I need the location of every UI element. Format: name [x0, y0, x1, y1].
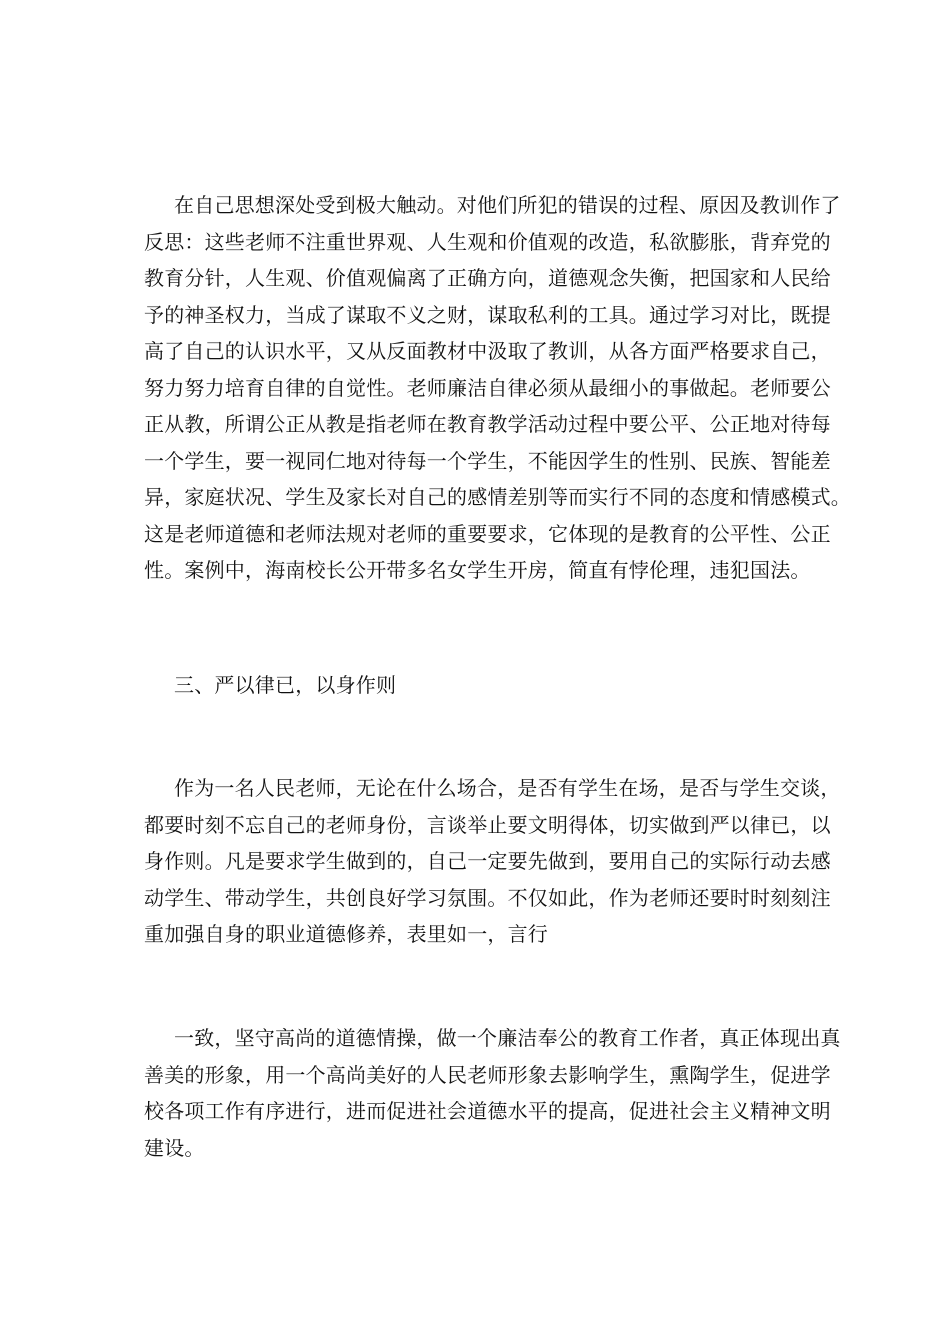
text-line: 这是老师道德和老师法规对老师的重要要求，它体现的是教育的公平性、公正 [144, 521, 831, 546]
section-heading [144, 667, 816, 704]
text-line: 正从教，所谓公正从教是指老师在教育教学活动过程中要公平、公正地对待每 [144, 412, 831, 436]
text-line: 都要时刻不忘自己的老师身份，言谈举止要文明得体，切实做到严以律已，以 [144, 812, 831, 837]
text-line: 建设。 [144, 1135, 205, 1160]
text-line: 善美的形象，用一个高尚美好的人民老师形象去影响学生，熏陶学生，促进学 [144, 1062, 831, 1087]
text-line: 一致，坚守高尚的道德情操，做一个廉洁奉公的教育工作者，真正体现出真 [174, 1026, 841, 1050]
paragraph-2 [144, 770, 841, 953]
paragraph-1 [144, 187, 851, 589]
section-heading-text: 三、严以律已，以身作则 [174, 673, 397, 697]
text-line: 性。案例中，海南校长公开带多名女学生开房，简直有悖伦理，违犯国法。 [144, 558, 811, 582]
text-line: 校各项工作有序进行，进而促进社会道德水平的提高，促进社会主义精神文明 [144, 1099, 831, 1123]
text-line: 重加强自身的职业道德修养，表里如一，言行 [144, 922, 548, 946]
text-line: 反思：这些老师不注重世界观、人生观和价值观的改造，私欲膨胀，背弃党的 [144, 229, 831, 254]
text-line: 身作则。凡是要求学生做到的，自己一定要先做到，要用自己的实际行动去感 [144, 849, 831, 873]
text-line: 教育分针，人生观、价值观偏离了正确方向，道德观念失衡，把国家和人民给 [144, 266, 831, 290]
text-line: 异，家庭状况、学生及家长对自己的感情差别等而实行不同的态度和情感模式。 [144, 485, 851, 509]
text-line: 予的神圣权力，当成了谋取不义之财，谋取私利的工具。通过学习对比，既提 [144, 302, 831, 327]
text-line: 作为一名人民老师，无论在什么场合，是否有学生在场，是否与学生交谈， [174, 776, 841, 800]
text-line: 一个学生，要一视同仁地对待每一个学生，不能因学生的性别、民族、智能差 [144, 448, 831, 473]
text-line: 高了自己的认识水平，又从反面教材中汲取了教训，从各方面严格要求自己， [144, 339, 831, 363]
paragraph-3 [144, 1020, 841, 1166]
text-line: 在自己思想深处受到极大触动。对他们所犯的错误的过程、原因及教训作了 [174, 193, 841, 217]
text-line: 动学生、带动学生，共创良好学习氛围。不仅如此，作为老师还要时时刻刻注 [144, 885, 831, 910]
text-line: 努力努力培育自律的自觉性。老师廉洁自律必须从最细小的事做起。老师要公 [144, 375, 831, 400]
